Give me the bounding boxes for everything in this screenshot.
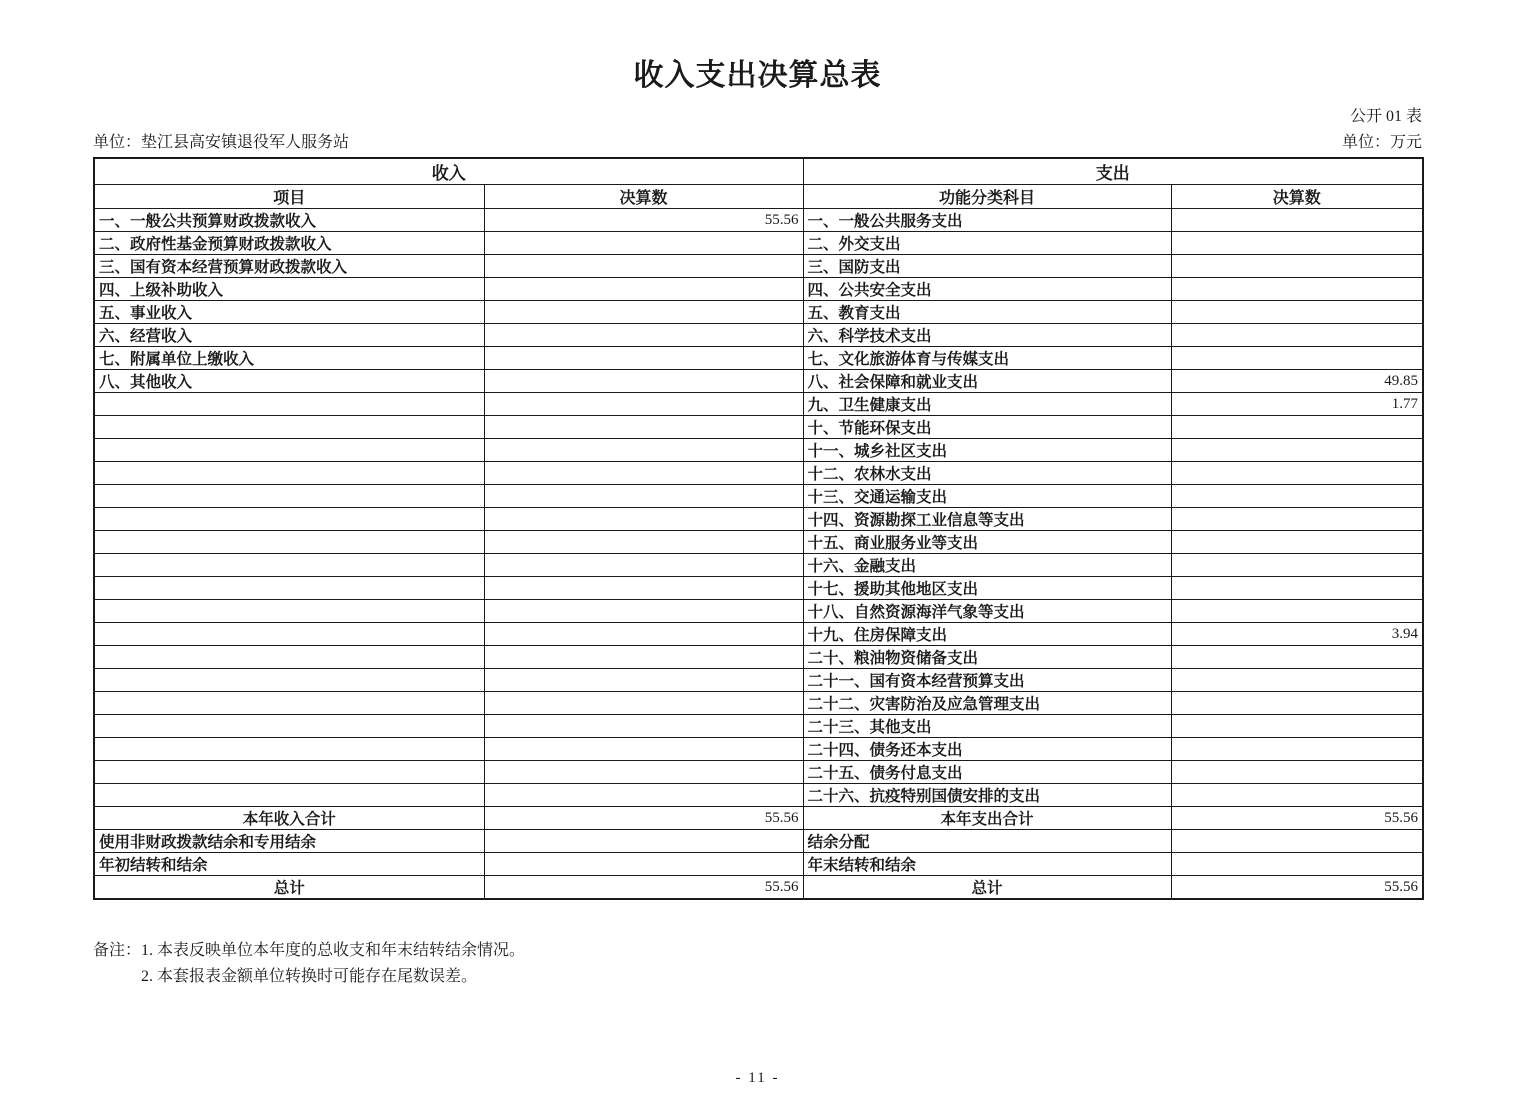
budget-table <box>93 157 1424 900</box>
income-amount-cell <box>484 278 803 301</box>
expense-amount-cell: 3.94 <box>1171 623 1423 646</box>
table-row <box>94 324 1423 347</box>
income-amount-header: 决算数 <box>484 185 803 209</box>
income-amount-cell <box>484 416 803 439</box>
income-amount-cell <box>484 508 803 531</box>
expense-amount-cell <box>1171 853 1423 876</box>
section-header-row <box>94 158 1423 185</box>
income-item-cell <box>94 462 484 485</box>
expense-item-cell: 本年支出合计 <box>803 807 1171 830</box>
expense-item-cell: 三、国防支出 <box>803 255 1171 278</box>
note-line-1: 1. 本表反映单位本年度的总收支和年末结转结余情况。 <box>141 942 526 959</box>
expense-amount-cell <box>1171 324 1423 347</box>
expense-section-header: 支出 <box>803 158 1423 185</box>
expense-amount-cell <box>1171 508 1423 531</box>
expense-item-cell: 十八、自然资源海洋气象等支出 <box>803 600 1171 623</box>
income-item-cell <box>94 623 484 646</box>
table-row <box>94 715 1423 738</box>
income-item-cell <box>94 761 484 784</box>
expense-amount-cell <box>1171 738 1423 761</box>
income-amount-cell <box>484 830 803 853</box>
income-item-cell <box>94 531 484 554</box>
income-amount-cell: 55.56 <box>484 807 803 830</box>
expense-amount-cell <box>1171 646 1423 669</box>
table-row <box>94 485 1423 508</box>
expense-amount-cell <box>1171 439 1423 462</box>
income-item-cell <box>94 508 484 531</box>
expense-item-cell: 十九、住房保障支出 <box>803 623 1171 646</box>
income-item-cell <box>94 715 484 738</box>
table-row <box>94 255 1423 278</box>
income-amount-cell <box>484 554 803 577</box>
table-row <box>94 508 1423 531</box>
income-item-cell: 七、附属单位上缴收入 <box>94 347 484 370</box>
notes-block <box>93 938 1515 990</box>
income-item-cell <box>94 393 484 416</box>
table-row <box>94 853 1423 876</box>
expense-item-cell: 一、一般公共服务支出 <box>803 209 1171 232</box>
table-row <box>94 416 1423 439</box>
notes-lines <box>141 938 525 990</box>
expense-amount-cell: 55.56 <box>1171 876 1423 900</box>
income-amount-cell <box>484 784 803 807</box>
table-row <box>94 738 1423 761</box>
income-amount-cell <box>484 462 803 485</box>
expense-amount-cell <box>1171 485 1423 508</box>
income-item-cell <box>94 738 484 761</box>
income-amount-cell <box>484 232 803 255</box>
table-row <box>94 370 1423 393</box>
income-amount-cell <box>484 439 803 462</box>
income-amount-cell <box>484 324 803 347</box>
income-item-cell <box>94 669 484 692</box>
table-row <box>94 554 1423 577</box>
expense-item-cell: 结余分配 <box>803 830 1171 853</box>
expense-item-cell: 二十四、债务还本支出 <box>803 738 1171 761</box>
expense-item-cell: 九、卫生健康支出 <box>803 393 1171 416</box>
notes-label: 备注： <box>93 942 142 959</box>
income-item-cell: 三、国有资本经营预算财政拨款收入 <box>94 255 484 278</box>
page-title: 收入支出决算总表 <box>633 59 882 92</box>
income-item-cell: 六、经营收入 <box>94 324 484 347</box>
table-row <box>94 876 1423 900</box>
table-row <box>94 577 1423 600</box>
expense-amount-cell <box>1171 347 1423 370</box>
income-amount-cell: 55.56 <box>484 876 803 900</box>
expense-amount-cell <box>1171 462 1423 485</box>
table-row <box>94 692 1423 715</box>
income-amount-cell <box>484 669 803 692</box>
expense-amount-cell <box>1171 715 1423 738</box>
expense-item-cell: 六、科学技术支出 <box>803 324 1171 347</box>
table-row <box>94 301 1423 324</box>
income-amount-cell <box>484 692 803 715</box>
income-amount-cell <box>484 600 803 623</box>
expense-amount-cell <box>1171 531 1423 554</box>
table-row <box>94 761 1423 784</box>
unit-name-label: 单位：垫江县高安镇退役军人服务站 <box>93 134 350 151</box>
expense-amount-cell: 55.56 <box>1171 807 1423 830</box>
expense-item-cell: 年末结转和结余 <box>803 853 1171 876</box>
table-row <box>94 784 1423 807</box>
expense-amount-cell: 49.85 <box>1171 370 1423 393</box>
table-row <box>94 600 1423 623</box>
income-item-cell <box>94 416 484 439</box>
expense-amount-cell <box>1171 669 1423 692</box>
income-item-cell: 总计 <box>94 876 484 900</box>
income-amount-cell <box>484 646 803 669</box>
table-row <box>94 439 1423 462</box>
table-row <box>94 393 1423 416</box>
note-line-2: 2. 本套报表金额单位转换时可能存在尾数误差。 <box>141 968 478 985</box>
table-row <box>94 807 1423 830</box>
expense-item-cell: 二十三、其他支出 <box>803 715 1171 738</box>
expense-item-cell: 十四、资源勘探工业信息等支出 <box>803 508 1171 531</box>
income-item-cell <box>94 485 484 508</box>
table-row <box>94 209 1423 232</box>
income-section-header: 收入 <box>94 158 803 185</box>
income-item-cell: 二、政府性基金预算财政拨款收入 <box>94 232 484 255</box>
expense-item-cell: 十、节能环保支出 <box>803 416 1171 439</box>
income-amount-cell <box>484 623 803 646</box>
expense-item-cell: 总计 <box>803 876 1171 900</box>
income-item-cell: 一、一般公共预算财政拨款收入 <box>94 209 484 232</box>
expense-amount-cell <box>1171 301 1423 324</box>
expense-item-header: 功能分类科目 <box>803 185 1171 209</box>
income-amount-cell <box>484 255 803 278</box>
expense-amount-cell <box>1171 600 1423 623</box>
income-amount-cell <box>484 301 803 324</box>
expense-item-cell: 二十五、债务付息支出 <box>803 761 1171 784</box>
expense-item-cell: 十七、援助其他地区支出 <box>803 577 1171 600</box>
expense-item-cell: 八、社会保障和就业支出 <box>803 370 1171 393</box>
income-item-cell: 八、其他收入 <box>94 370 484 393</box>
income-item-cell: 年初结转和结余 <box>94 853 484 876</box>
income-item-cell <box>94 439 484 462</box>
income-amount-cell <box>484 347 803 370</box>
income-amount-cell <box>484 577 803 600</box>
income-item-cell <box>94 600 484 623</box>
expense-item-cell: 十一、城乡社区支出 <box>803 439 1171 462</box>
expense-item-cell: 十三、交通运输支出 <box>803 485 1171 508</box>
table-row <box>94 531 1423 554</box>
income-amount-cell <box>484 715 803 738</box>
expense-item-cell: 十五、商业服务业等支出 <box>803 531 1171 554</box>
expense-item-cell: 二十一、国有资本经营预算支出 <box>803 669 1171 692</box>
expense-amount-cell <box>1171 255 1423 278</box>
expense-item-cell: 二十、粮油物资储备支出 <box>803 646 1171 669</box>
unit-measure-label: 单位：万元 <box>1341 134 1422 151</box>
expense-amount-cell <box>1171 692 1423 715</box>
expense-amount-header: 决算数 <box>1171 185 1423 209</box>
income-amount-cell <box>484 393 803 416</box>
income-item-cell <box>94 646 484 669</box>
budget-table-body <box>94 209 1423 900</box>
income-amount-cell: 55.56 <box>484 209 803 232</box>
income-item-cell: 五、事业收入 <box>94 301 484 324</box>
expense-item-cell: 二、外交支出 <box>803 232 1171 255</box>
expense-amount-cell <box>1171 784 1423 807</box>
table-row <box>94 278 1423 301</box>
table-code-label: 公开 01 表 <box>1349 108 1422 125</box>
table-row <box>94 347 1423 370</box>
expense-item-cell: 二十二、灾害防治及应急管理支出 <box>803 692 1171 715</box>
expense-amount-cell <box>1171 577 1423 600</box>
income-amount-cell <box>484 738 803 761</box>
column-header-row <box>94 185 1423 209</box>
expense-amount-cell <box>1171 830 1423 853</box>
income-item-cell: 使用非财政拨款结余和专用结余 <box>94 830 484 853</box>
expense-item-cell: 五、教育支出 <box>803 301 1171 324</box>
expense-amount-cell <box>1171 209 1423 232</box>
income-item-cell <box>94 577 484 600</box>
income-amount-cell <box>484 485 803 508</box>
income-item-header: 项目 <box>94 185 484 209</box>
page-number: - 11 - <box>735 1070 780 1086</box>
income-amount-cell <box>484 370 803 393</box>
income-item-cell <box>94 554 484 577</box>
income-item-cell: 四、上级补助收入 <box>94 278 484 301</box>
expense-item-cell: 十二、农林水支出 <box>803 462 1171 485</box>
expense-amount-cell: 1.77 <box>1171 393 1423 416</box>
expense-item-cell: 四、公共安全支出 <box>803 278 1171 301</box>
expense-amount-cell <box>1171 416 1423 439</box>
expense-item-cell: 二十六、抗疫特别国债安排的支出 <box>803 784 1171 807</box>
income-amount-cell <box>484 531 803 554</box>
table-row <box>94 623 1423 646</box>
document-page <box>0 50 1515 1119</box>
table-row <box>94 462 1423 485</box>
expense-item-cell: 十六、金融支出 <box>803 554 1171 577</box>
expense-amount-cell <box>1171 761 1423 784</box>
table-row <box>94 646 1423 669</box>
table-row <box>94 669 1423 692</box>
expense-item-cell: 七、文化旅游体育与传媒支出 <box>803 347 1171 370</box>
table-row <box>94 830 1423 853</box>
income-item-cell <box>94 784 484 807</box>
income-item-cell <box>94 692 484 715</box>
income-amount-cell <box>484 761 803 784</box>
expense-amount-cell <box>1171 278 1423 301</box>
income-item-cell: 本年收入合计 <box>94 807 484 830</box>
meta-row <box>93 129 1422 152</box>
table-row <box>94 232 1423 255</box>
expense-amount-cell <box>1171 554 1423 577</box>
expense-amount-cell <box>1171 232 1423 255</box>
income-amount-cell <box>484 853 803 876</box>
